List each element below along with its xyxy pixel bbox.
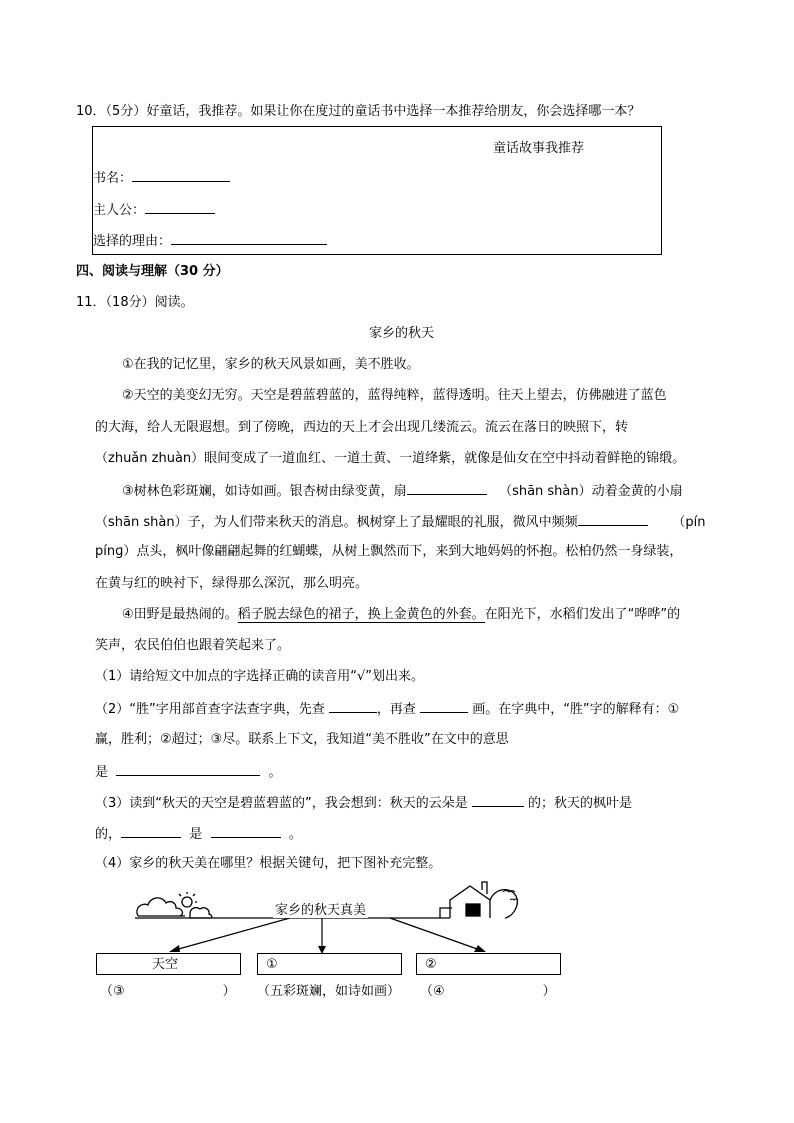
reason-row: [93, 230, 327, 249]
sub-question-4: （4）家乡的秋天美在哪里？根据关键句，把下图补充完整。: [95, 856, 442, 871]
radical-blank[interactable]: [329, 700, 377, 713]
para-3-text-c: （shān shàn）子，为人们带来秋天的消息。枫树穿上了最耀眼的礼服，微风中频频: [95, 515, 578, 530]
cloud-blank[interactable]: [472, 794, 524, 807]
book-name-row: [93, 167, 230, 186]
para-4-text-b: 在阳光下，水稻们发出了“哗哗”的: [484, 607, 681, 622]
sub2-text-d: 是: [95, 765, 109, 780]
section-heading: 四、阅读与理解（30 分）: [76, 264, 229, 279]
sub-question-2-line-3: [95, 763, 282, 781]
leaf-blank[interactable]: [121, 825, 181, 838]
para-2-line-3: （zhuǎn zhuàn）眼间变成了一道血红、一道土黄、一道绛紫，就像是仙女在空中抖动着鲜艳的锦缎。: [95, 451, 686, 466]
para-2-line-1: ②天空的美变幻无穷。天空是碧蓝碧蓝的，蓝得纯粹，蓝得透明。往天上望去，仿佛融进了蓝色: [122, 388, 667, 403]
para-4-line-1: [122, 607, 680, 623]
para-3-line-3: pínɡ）点头，枫叶像翩翩起舞的红蝴蝶，从树上飘然而下，来到大地妈妈的怀抱。松柏仍然一身绿装，: [95, 544, 683, 559]
para-3-text-d: （pín: [672, 515, 706, 530]
pinyin-blank-2[interactable]: [578, 513, 648, 526]
para-3-line-4: 在黄与红的映衬下，绿得那么深沉，那么明亮。: [95, 576, 369, 591]
caption-3-text[interactable]: （④: [420, 984, 445, 999]
sub-question-2-line-1: [95, 700, 679, 718]
sub3-text-a: （3）读到“秋天的天空是碧蓝碧蓝的”，我会想到：秋天的云朵是: [95, 796, 468, 811]
para-2-line-2: 的大海，给人无限遐想。到了傍晚，西边的天上才会出现几缕流云。流云在落日的映照下，转: [95, 420, 629, 435]
q10-box-title: 童话故事我推荐: [493, 141, 585, 156]
cloud-sun-icon: [137, 892, 212, 918]
sub-question-3-line-2: [95, 825, 302, 843]
passage-title: 家乡的秋天: [369, 326, 435, 341]
caption-2: （五彩斑斓，如诗如画）: [257, 984, 401, 999]
para-1: ①在我的记忆里，家乡的秋天风景如画，美不胜收。: [122, 357, 420, 372]
sub3-text-d: 是: [189, 827, 203, 842]
hero-blank[interactable]: [145, 201, 215, 214]
hero-row: [93, 199, 215, 218]
reason-blank[interactable]: [171, 232, 327, 245]
para-3-line-2: [95, 513, 705, 531]
stroke-blank[interactable]: [420, 700, 468, 713]
q10-stem: 10．（5分）好童话，我推荐。如果让你在度过的童话书中选择一本推荐给朋友，你会选择哪一本？: [76, 104, 641, 119]
sub3-text-e: 。: [288, 827, 302, 842]
para-3-line-1: [122, 482, 683, 500]
meaning-blank[interactable]: [116, 763, 260, 776]
sub2-text-c: 画。在字典中，“胜”字的解释有：①: [472, 702, 680, 717]
reason-label: 选择的理由：: [93, 234, 172, 249]
sub-question-1: （1）请给短文中加点的字选择正确的读音用“√”划出来。: [95, 669, 425, 684]
sub2-text-a: （2）“胜”字用部首查字法查字典，先查: [95, 702, 325, 717]
caption-1: （③ ）: [100, 984, 236, 999]
q11-stem: 11．（18分）阅读。: [76, 295, 194, 310]
diagram-box-1[interactable]: ①: [257, 953, 402, 975]
para-4-line-2: 笑声，农民伯伯也跟着笑起来了。: [95, 638, 291, 653]
caption-1-text[interactable]: （③: [100, 984, 125, 999]
pinyin-blank-1[interactable]: [407, 482, 487, 495]
diagram-box-sky: 天空: [96, 953, 241, 975]
sub3-text-b: 的；秋天的枫叶是: [528, 796, 633, 811]
sub2-text-b: ，再查: [376, 702, 416, 717]
book-name-blank[interactable]: [132, 169, 230, 182]
sub3-text-c: 的，: [95, 827, 122, 842]
house-icon: [440, 882, 517, 918]
para-4-underlined: 稻子脱去绿色的裙子，换上金黄色的外套。: [237, 607, 485, 622]
book-name-label: 书名：: [93, 171, 133, 186]
sub-question-2-line-2: 赢，胜利；②超过；③尽。联系上下文，我知道“美不胜收”在文中的意思: [95, 732, 509, 747]
sub2-text-e: 。: [268, 765, 282, 780]
para-3-text-a: ③树林色彩斑斓，如诗如画。银杏树由绿变黄，扇: [122, 484, 407, 499]
q10-box: [92, 126, 662, 255]
para-3-text-b: （shān shàn）动着金黄的小扇: [499, 484, 683, 499]
diagram-header: 家乡的秋天真美: [273, 899, 368, 918]
para-4-text-a: ④田野是最热闹的。: [122, 607, 238, 622]
caption-3: （④ ）: [420, 984, 556, 999]
diagram-box-2[interactable]: ②: [416, 953, 561, 975]
sub-question-3-line-1: [95, 794, 632, 812]
hero-label: 主人公：: [93, 203, 146, 218]
extra-blank[interactable]: [211, 825, 281, 838]
